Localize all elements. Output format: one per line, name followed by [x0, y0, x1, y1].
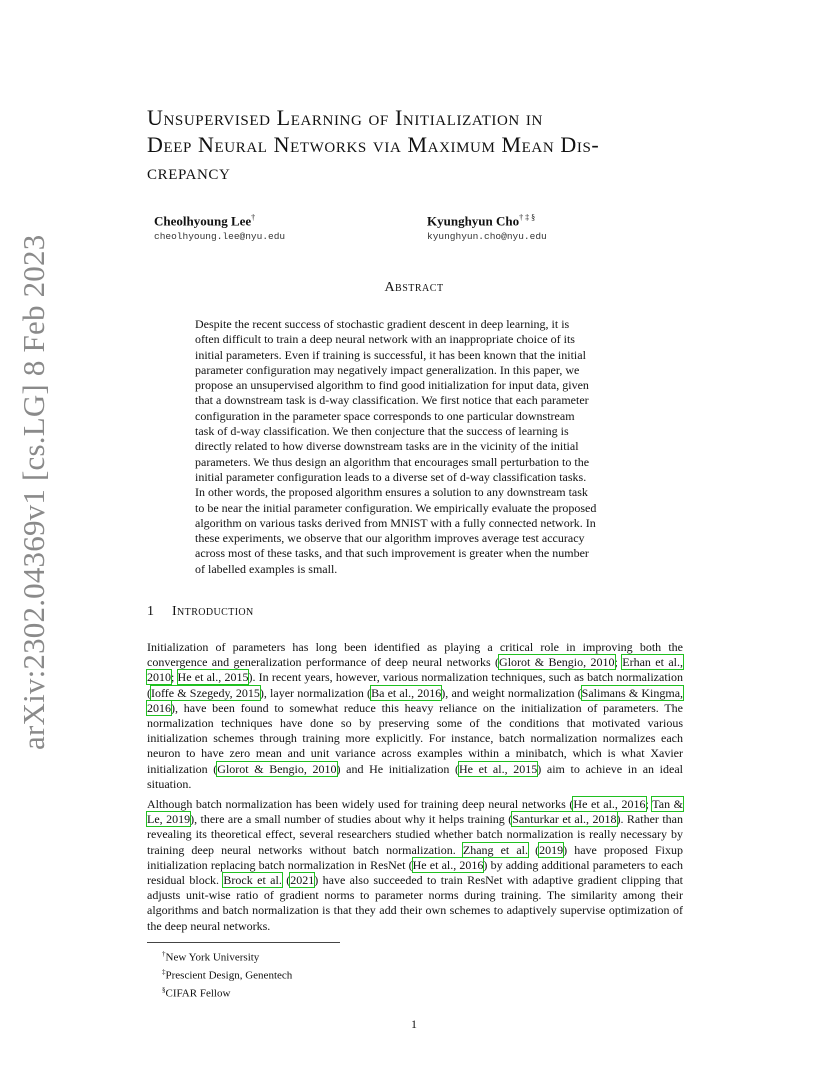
abstract-line: configuration in the parameter space corresponds to one particular downstream — [195, 408, 575, 423]
citation-link[interactable]: Zhang et al. — [462, 842, 529, 857]
footnote-item — [162, 965, 292, 983]
abstract-line: In other words, the proposed algorithm ensures a solution to any downstream task — [195, 485, 588, 500]
body-text: ) have also succeeded to train ResNet with adaptive gradient clipping that adjusts unit-wise ratio of gradient norms to parameter norms during training. The similarity among their algorithms and batch normalization is that they add their own schemes to adaptively supervise optimization of the deep neural networks. — [147, 873, 683, 933]
citation-link[interactable]: Glorot & Bengio, 2010 — [217, 761, 337, 776]
title-line: crepancy — [147, 159, 231, 184]
section-number: 1 — [147, 604, 155, 619]
citation-link[interactable]: Santurkar et al., 2018 — [512, 812, 617, 827]
affiliation-marks: † ‡ § — [519, 213, 536, 222]
body-text: ), and weight normalization ( — [441, 685, 582, 700]
abstract-line: initial parameter configuration leads to a diverse set of d-way classification tasks. — [195, 469, 587, 484]
abstract-line: task of d-way classification. We then conjecture that the success of learning is — [195, 424, 569, 439]
footnote-mark: † — [162, 950, 166, 958]
title-line: Deep Neural Networks via Maximum Mean Dis- — [147, 132, 600, 157]
author-email: cheolhyoung.lee@nyu.edu — [154, 231, 286, 243]
footnote-item — [162, 983, 292, 1001]
abstract-heading: Abstract — [384, 280, 444, 295]
body-text: ), there are a small number of studies about why it helps training ( — [190, 812, 513, 827]
affiliation-marks: † — [251, 213, 256, 222]
abstract-line: initial parameters. Even if training is successful, it has been known that the initial — [195, 347, 586, 362]
body-text: ) have proposed Fixup initialization replacing batch normalization in ResNet ( — [147, 842, 684, 872]
citation-link[interactable]: Tan & Le, 2019 — [147, 797, 684, 827]
body-text: Initialization of parameters has long been identified as playing a critical role in improving both the convergence and generalization performance of deep neural networks ( — [147, 640, 683, 670]
body-text: ; — [645, 797, 653, 811]
paper-title — [147, 104, 687, 185]
citation-link[interactable]: He et al., 2015 — [177, 670, 249, 685]
body-text: ). In recent years, however, various normalization techniques, such as batch normalization ( — [147, 670, 683, 700]
abstract-line: algorithm on various tasks derived from MNIST with a fully connected network. In — [195, 515, 596, 530]
body-text: ; — [614, 655, 623, 670]
section-heading — [147, 604, 254, 620]
author-block — [427, 210, 547, 245]
citation-link[interactable]: Salimans & Kingma, 2016 — [147, 685, 684, 715]
body-text: ), have been found to somewhat reduce this heavy reliance on the initialization of parameters. The normalization techniques have done so by preserving some of the conditions that motivated various initialization schemes through training more explicitly. For instance, batch normalization normalizes each neuron to have zero mean and unit variance across examples within a minibatch, which is what Xavier initialization ( — [147, 700, 683, 776]
citation-link[interactable]: He et al., 2015 — [459, 761, 538, 776]
citation-link[interactable]: Ioffe & Szegedy, 2015 — [151, 685, 260, 700]
arxiv-identifier: arXiv:2302.04369v1 [cs.LG] 8 Feb 2023 — [16, 234, 51, 750]
body-text: Although batch normalization has been widely used for training deep neural networks ( — [147, 797, 574, 811]
abstract-line: across most of these tasks, and that such improvement is greater when the number — [195, 546, 589, 561]
body-text: ) by adding additional parameters to each residual block. — [147, 857, 683, 888]
body-text: ). Rather than revealing its theoretical effect, several researchers studied whether batch normalization is really necessary by training deep neural networks without batch normalization. — [147, 812, 683, 857]
abstract-line: these experiments, we observe that our algorithm improves average test accuracy — [195, 531, 585, 546]
citation-link[interactable]: 2021 — [290, 873, 315, 888]
intro-paragraph — [147, 797, 683, 934]
citation-link[interactable]: 2019 — [539, 842, 564, 857]
footnotes — [162, 947, 292, 1001]
author-block — [154, 210, 285, 245]
body-text: ( — [528, 842, 540, 857]
footnote-mark: ‡ — [162, 968, 166, 977]
author-name: Kyunghyun Cho — [427, 213, 520, 229]
abstract-line: directly related to how diverse downstream tasks are in the vicinity of the initial — [195, 439, 579, 454]
citation-link[interactable]: He et al., 2016 — [412, 857, 484, 872]
abstract-line: Despite the recent success of stochastic gradient descent in deep learning, it is — [195, 317, 570, 331]
footnote-item — [162, 947, 292, 965]
abstract-line: parameters. We thus design an algorithm that encourages small perturbation to the — [195, 454, 590, 469]
body-text: ; — [171, 670, 178, 685]
citation-link[interactable]: Ba et al., 2016 — [371, 685, 442, 700]
abstract-body — [195, 317, 635, 577]
footnote-text: New York University — [165, 951, 260, 964]
author-email: kyunghyun.cho@nyu.edu — [427, 231, 547, 243]
abstract-line: to be near the initial parameter configuration. We empirically evaluate the proposed — [195, 500, 597, 515]
author-name: Cheolhyoung Lee — [154, 213, 252, 229]
title-line: Unsupervised Learning of Initialization in — [147, 105, 543, 130]
footnote-text: CIFAR Fellow — [165, 987, 231, 1000]
abstract-line: of labelled examples is small. — [195, 561, 338, 576]
abstract-line: parameter configuration may negatively impact generalization. In this paper, we — [195, 362, 580, 377]
footnote-mark: § — [162, 986, 166, 995]
body-text: ), layer normalization ( — [259, 685, 372, 700]
citation-link[interactable]: Brock et al. — [223, 873, 282, 888]
footnote-text: Prescient Design, Genentech — [165, 969, 293, 982]
section-title: Introduction — [172, 604, 254, 619]
footnote-divider — [147, 942, 340, 943]
citation-link[interactable]: Glorot & Bengio, 2010 — [499, 655, 615, 670]
citation-link[interactable]: He et al., 2016 — [573, 797, 646, 811]
body-text: ) aim to achieve in an ideal situation. — [147, 761, 683, 791]
page-number: 1 — [411, 1017, 417, 1031]
abstract-line: propose an unsupervised algorithm to find good initialization for input data, given — [195, 378, 589, 393]
abstract-line: often difficult to train a deep neural network with an inappropriate choice of its — [195, 332, 575, 347]
body-text: ) and He initialization ( — [336, 761, 460, 776]
abstract-line: that a downstream task is d-way classification. We first notice that each parameter — [195, 393, 589, 408]
intro-paragraph — [147, 640, 683, 792]
citation-link[interactable]: Erhan et al., 2010 — [147, 655, 683, 685]
body-text: ( — [281, 873, 291, 888]
